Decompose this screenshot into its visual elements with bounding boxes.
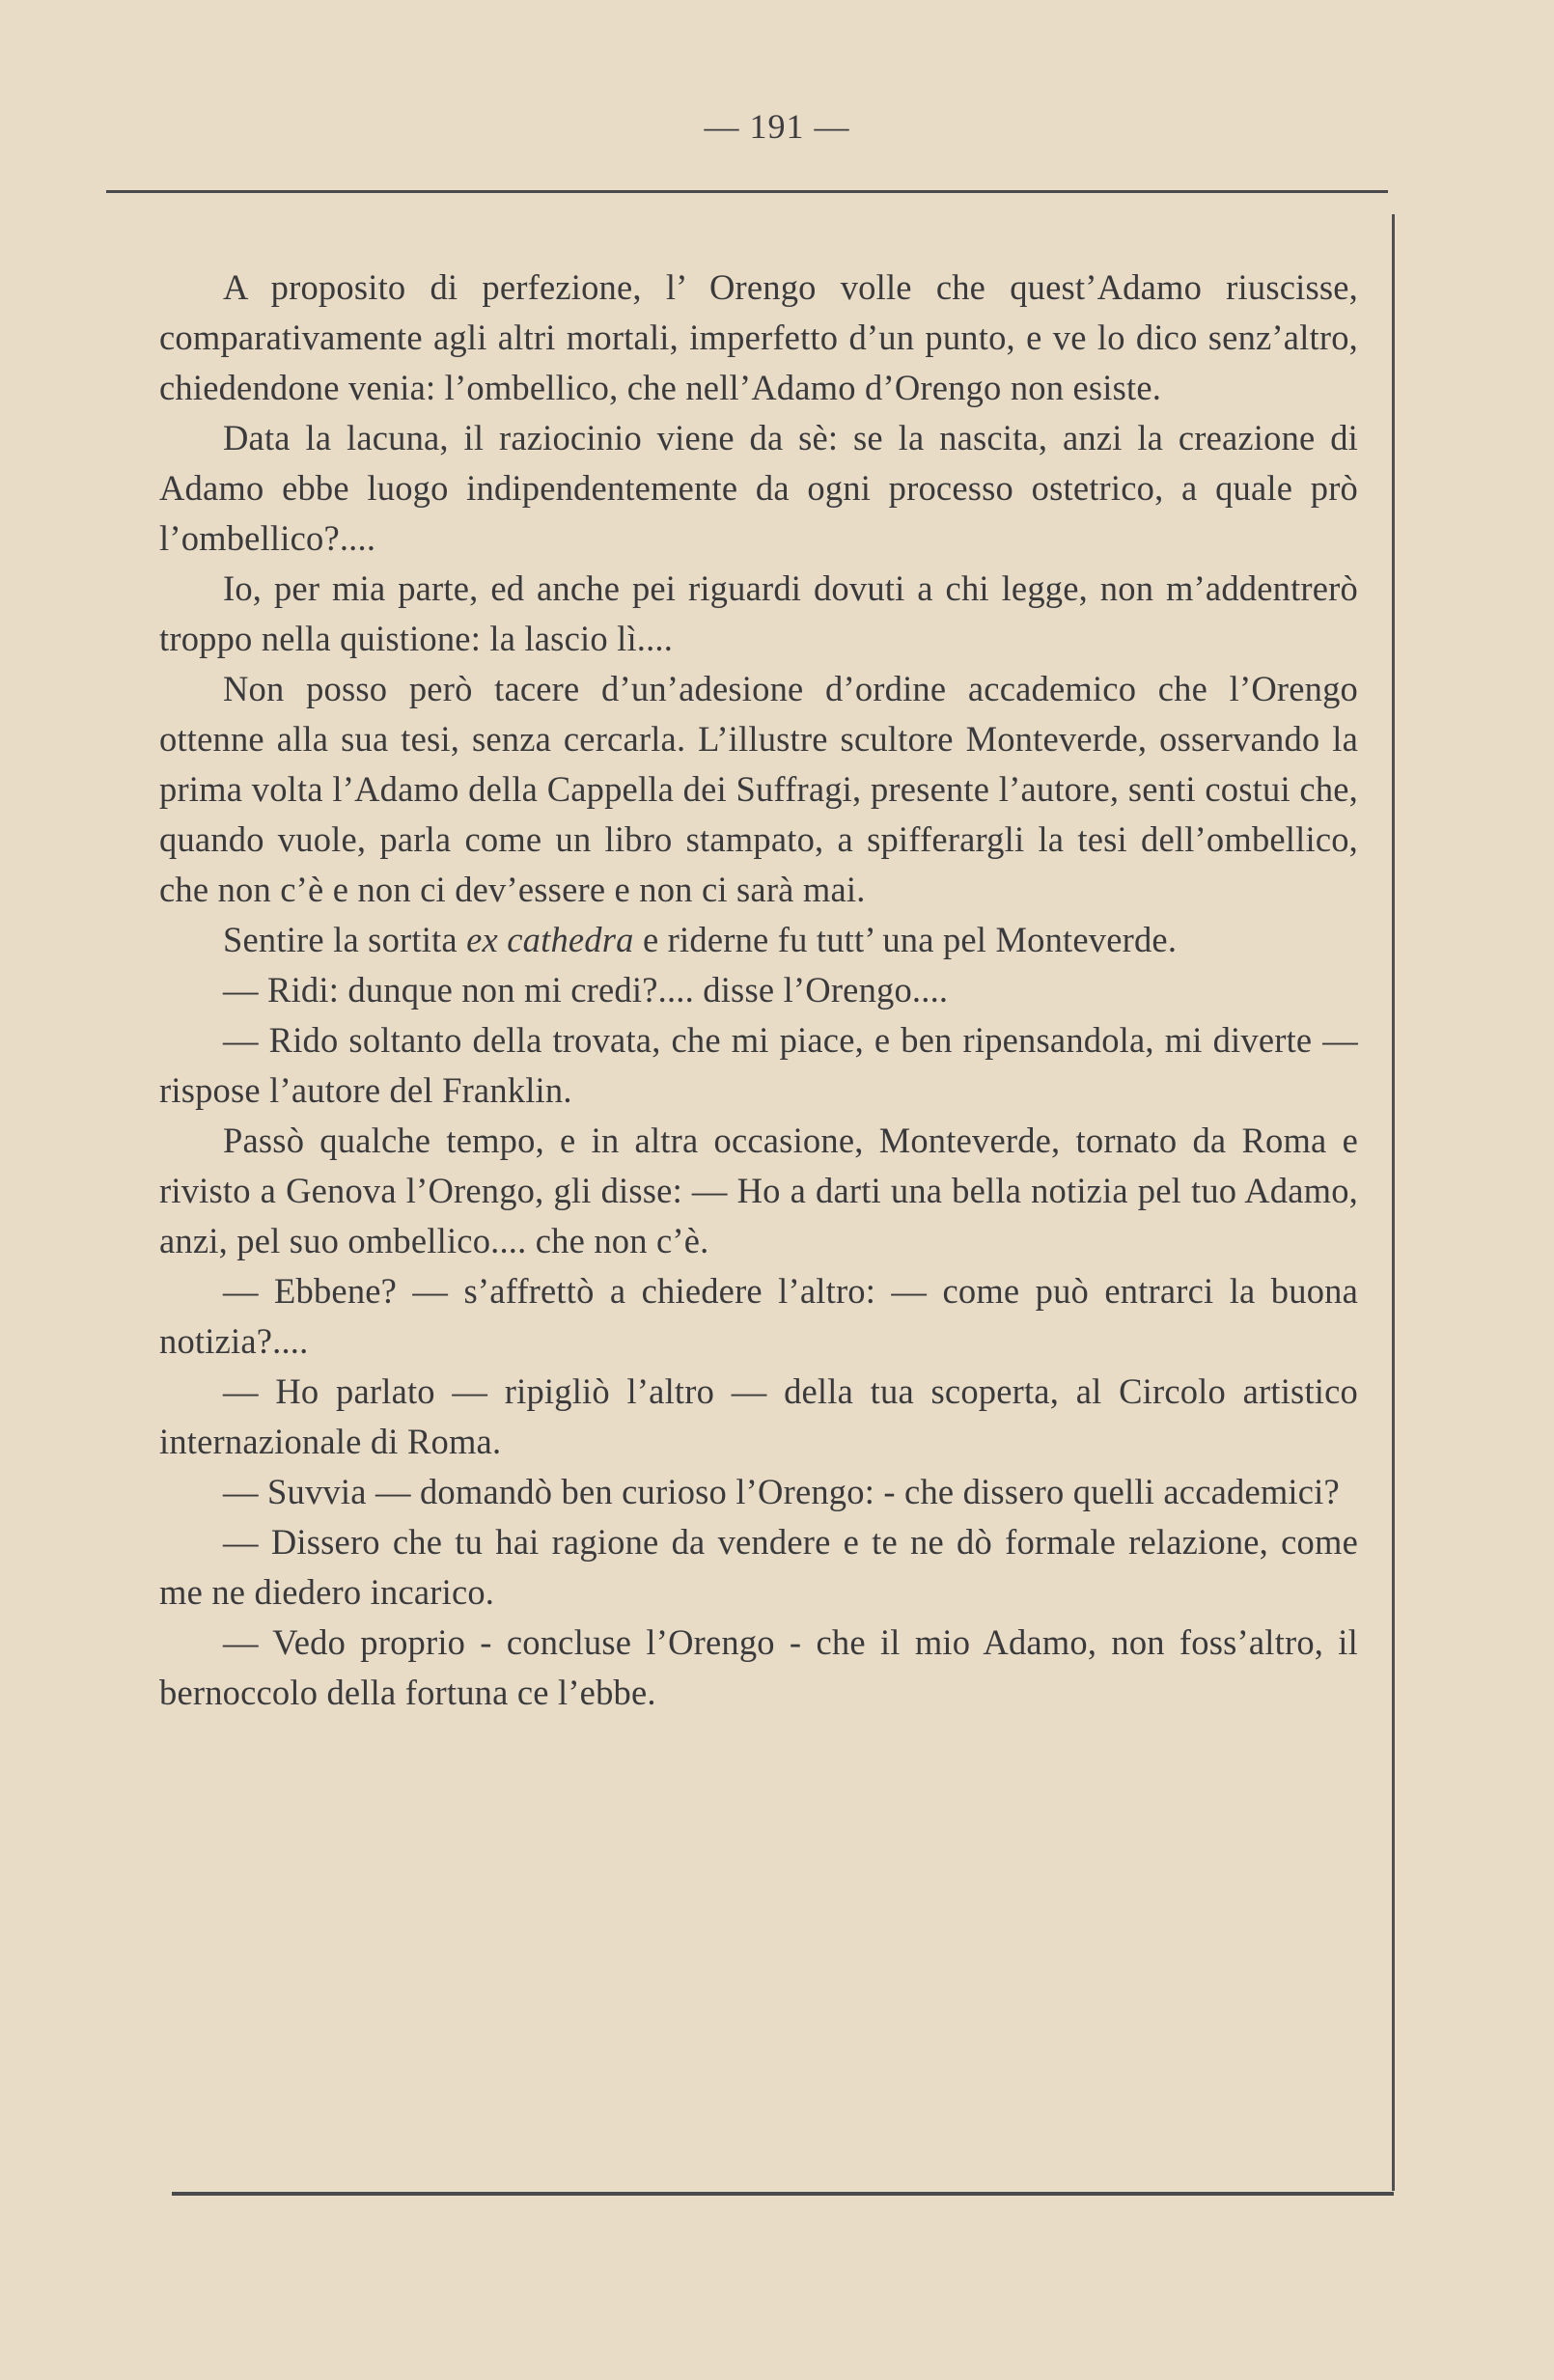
paragraph-5-end: e riderne fu tutt’ una pel Monteverde. <box>633 920 1178 959</box>
paragraph-10: — Ho parlato — ripigliò l’altro — della tua scoperta, al Circolo artistico internazionale di Roma. <box>159 1371 1358 1461</box>
paragraph-7: — Rido soltanto della trovata, che mi piace, e ben ripensandola, mi diverte — rispose l’autore del Franklin. <box>159 1020 1358 1110</box>
body-text <box>159 263 1358 1718</box>
paragraph-3: Io, per mia parte, ed anche pei riguardi dovuti a chi legge, non m’addentrerò troppo nella quistione: la lascio lì.... <box>159 568 1358 658</box>
paragraph-5-italic: ex cathedra <box>466 920 634 959</box>
page-number: — 191 — <box>704 107 850 146</box>
paragraph-6: — Ridi: dunque non mi credi?.... disse l’Orengo.... <box>223 970 949 1010</box>
bottom-rule <box>172 2192 1394 2196</box>
paragraph-11: — Suvvia — domandò ben curioso l’Orengo: - che dissero quelli accademici? <box>223 1472 1340 1511</box>
paragraph-8: Passò qualche tempo, e in altra occasione, Monteverde, tornato da Roma e rivisto a Genova l’Orengo, gli disse: — Ho a darti una bella notizia pel tuo Adamo, anzi, pel suo ombellico.... che non c’è. <box>159 1121 1358 1260</box>
paragraph-9: — Ebbene? — s’affrettò a chiedere l’altro: — come può entrarci la buona notizia?.... <box>159 1271 1358 1361</box>
paragraph-1: A proposito di perfezione, l’ Orengo volle che quest’Adamo riuscisse, comparativamente agli altri mortali, imperfetto d’un punto, e ve lo dico senz’altro, chiedendone venia: l’ombellico, che nell’Adamo d’Orengo non esiste. <box>159 267 1358 407</box>
paragraph-12: — Dissero che tu hai ragione da vendere e te ne dò formale relazione, come me ne diedero incarico. <box>159 1522 1358 1612</box>
paragraph-4: Non posso però tacere d’un’adesione d’ordine accademico che l’Orengo ottenne alla sua tesi, senza cercarla. L’illustre scultore Monteverde, osservando la prima volta l’Adamo della Cappella dei Suffragi, presente l’autore, senti costui che, quando vuole, parla come un libro stampato, a spifferargli la tesi dell’ombellico, che non c’è e non ci dev’essere e non ci sarà mai. <box>159 669 1358 909</box>
paragraph-5-start: Sentire la sortita <box>223 920 467 959</box>
top-rule <box>106 190 1388 193</box>
paragraph-2: Data la lacuna, il raziocinio viene da sè: se la nascita, anzi la creazione di Adamo ebbe luogo indipendentemente da ogni processo ostetrico, a quale prò l’ombellico?.... <box>159 418 1358 558</box>
paragraph-5 <box>159 915 1358 965</box>
paragraph-13: — Vedo proprio - concluse l’Orengo - che il mio Adamo, non foss’altro, il bernoccolo della fortuna ce l’ebbe. <box>159 1622 1358 1712</box>
right-rule <box>1392 214 1395 2191</box>
